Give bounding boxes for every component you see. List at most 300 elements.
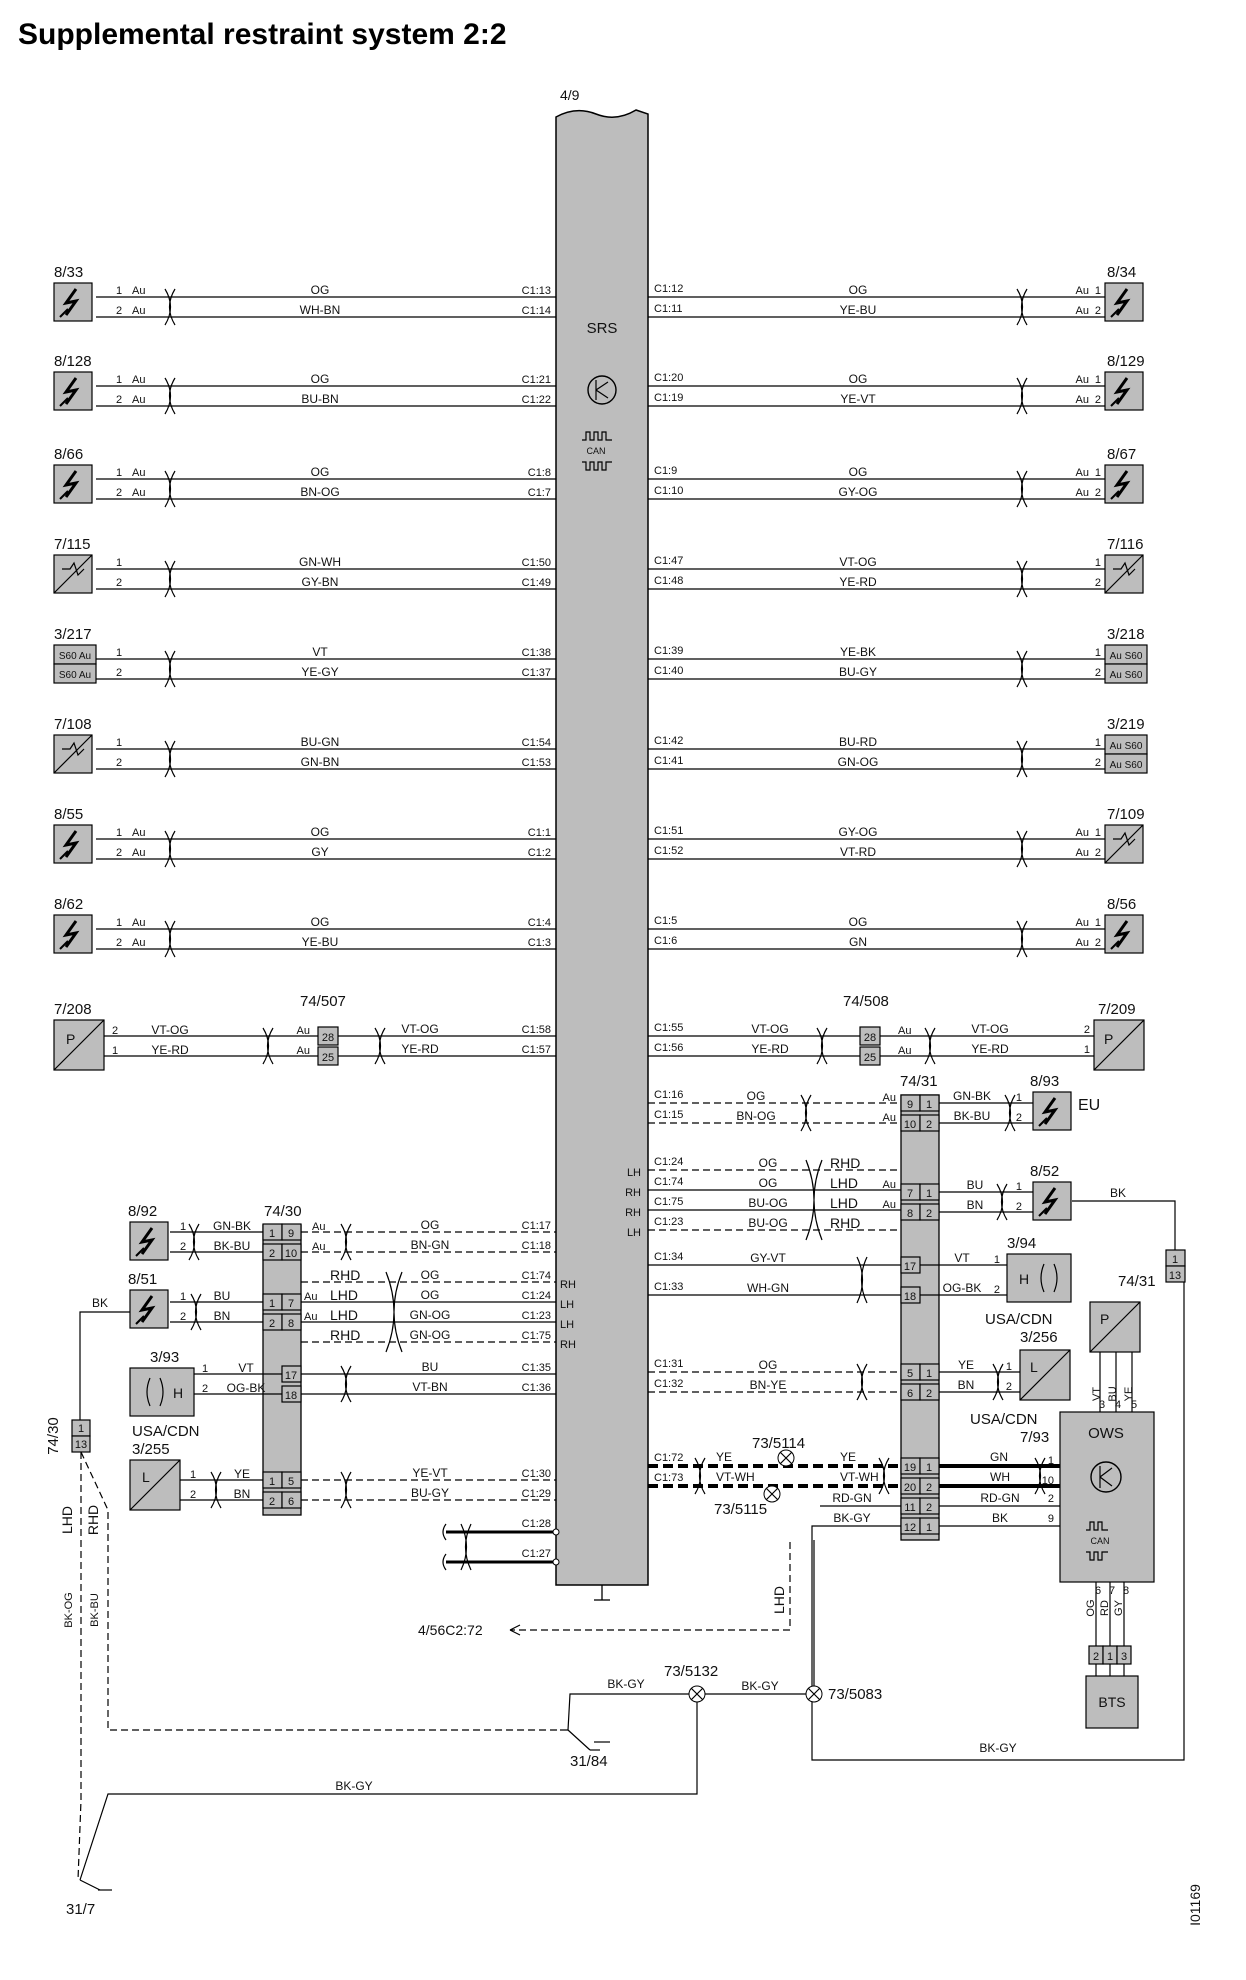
splice-id: 73/5114 xyxy=(752,1435,806,1452)
right-component-id: 3/218 xyxy=(1107,626,1145,643)
pin-number: 2 xyxy=(1015,1201,1022,1213)
ows-can-label: CAN xyxy=(1090,1536,1110,1546)
pin-terminal xyxy=(553,1529,559,1535)
wire-color: WH xyxy=(990,1470,1010,1484)
right-component-id: 7/109 xyxy=(1107,806,1145,823)
wire-color: BU-OG xyxy=(748,1196,788,1210)
pin-tag: Au xyxy=(296,1025,310,1037)
pin-number: 1 xyxy=(116,557,123,569)
wire-color: OG xyxy=(310,915,330,929)
side-label: RH xyxy=(625,1207,641,1219)
srs-pin: C1:3 xyxy=(527,937,551,949)
srs-pin: C1:19 xyxy=(654,392,684,404)
pin-number: 1 xyxy=(116,285,123,297)
pin-number: 1 xyxy=(116,737,123,749)
pin-tag: Au xyxy=(882,1199,896,1211)
connector-pin: 19 xyxy=(903,1462,917,1474)
wire-color: OG xyxy=(1085,1599,1097,1617)
buckle-switch-icon xyxy=(130,1368,194,1416)
pin-tag: Au xyxy=(132,917,146,929)
connector-pin: 18 xyxy=(903,1291,917,1303)
srs-pin: C1:72 xyxy=(654,1452,684,1464)
market-label: USA/CDN xyxy=(985,1311,1053,1328)
srs-pin: C1:6 xyxy=(654,935,678,947)
srs-pin: C1:73 xyxy=(654,1472,684,1484)
wire-color: OG xyxy=(848,372,868,386)
pin-tag: Au xyxy=(304,1311,318,1323)
pin-number: 2 xyxy=(1094,394,1101,406)
pin-number: 9 xyxy=(1047,1513,1054,1525)
wire-color: GY xyxy=(311,845,329,859)
connector-pin: 20 xyxy=(903,1482,917,1494)
side-label: LH xyxy=(560,1319,575,1331)
wire-color: OG xyxy=(420,1288,440,1302)
connector-pin: 10 xyxy=(284,1248,298,1260)
connector-tag: Au S60 xyxy=(1109,670,1143,681)
pin-number: 1 xyxy=(1094,827,1101,839)
pin-tag: Au xyxy=(296,1045,310,1057)
pin-tag: Au xyxy=(132,285,146,297)
srs-pin: C1:37 xyxy=(521,667,551,679)
wire-color: OG xyxy=(310,465,330,479)
ground-reference: 4/56C2:72 xyxy=(418,1622,483,1638)
srs-pin: C1:7 xyxy=(527,487,551,499)
component-id: 8/51 xyxy=(128,1271,158,1288)
connector-pin: 1 xyxy=(268,1476,276,1488)
srs-pin: C1:75 xyxy=(521,1330,551,1342)
connector-pin: 5 xyxy=(906,1368,914,1380)
wire-color: GN xyxy=(990,1450,1008,1464)
pin-number: 2 xyxy=(1094,757,1101,769)
component-id: 8/52 xyxy=(1030,1163,1060,1180)
connector-pin: 2 xyxy=(925,1119,933,1131)
connector-pin: 18 xyxy=(284,1390,298,1402)
pin-number: 2 xyxy=(1015,1112,1022,1124)
pin-number: 1 xyxy=(190,1469,197,1481)
ground-id: 31/84 xyxy=(570,1753,608,1770)
wire-color: GN xyxy=(849,935,867,949)
connector-tag: S60 Au xyxy=(58,670,92,681)
side-label: LH xyxy=(626,1167,641,1179)
pin-tag: Au xyxy=(132,305,146,317)
pin-number: 1 xyxy=(116,827,123,839)
connector-id: 74/30 xyxy=(264,1203,302,1220)
pin-tag: Au xyxy=(882,1179,896,1191)
wire-color: YE xyxy=(1123,1386,1135,1402)
pin-number: 1 xyxy=(1015,1092,1022,1104)
srs-pin: C1:9 xyxy=(654,465,678,477)
wire-color: YE-RD xyxy=(839,575,877,589)
wire-color: OG xyxy=(420,1268,440,1282)
wire-color: BU xyxy=(966,1178,984,1192)
srs-pin: C1:28 xyxy=(521,1518,551,1530)
pin-number: 4 xyxy=(1114,1399,1122,1411)
wire-color: YE-GY xyxy=(301,665,339,679)
connector-pin: 2 xyxy=(268,1496,276,1508)
connector-pin: 6 xyxy=(906,1388,914,1400)
wire-color: YE-VT xyxy=(840,392,876,406)
pin-number: 1 xyxy=(1015,1181,1022,1193)
pin-number: 1 xyxy=(1094,467,1101,479)
wire-color: GY xyxy=(1113,1600,1125,1616)
connector-pin: 10 xyxy=(903,1119,917,1131)
pin-tag: Au xyxy=(898,1025,912,1037)
twisted-pair-marker xyxy=(386,1272,402,1352)
wire-color: BK-BU xyxy=(213,1239,251,1253)
cable-end xyxy=(443,1524,446,1570)
wire-color: WH-BN xyxy=(299,303,341,317)
wire-color: YE xyxy=(233,1467,251,1481)
wire-color: YE-BU xyxy=(301,935,339,949)
srs-pin: C1:13 xyxy=(521,285,551,297)
wire-color: VT-OG xyxy=(839,555,877,569)
connector-pin: 1 xyxy=(77,1423,85,1435)
variant-label: RHD xyxy=(85,1504,101,1536)
page-title: Supplemental restraint system 2:2 xyxy=(18,18,507,51)
connector-pin: 3 xyxy=(1120,1651,1128,1663)
srs-pin: C1:10 xyxy=(654,485,684,497)
side-label: LH xyxy=(560,1299,575,1311)
variant-label: LHD xyxy=(330,1287,359,1303)
pressure-sensor-id: 7/208 xyxy=(54,1001,92,1018)
wire-color: YE-BK xyxy=(839,645,877,659)
connector-pin: 1 xyxy=(925,1522,933,1534)
connector-pin: 1 xyxy=(925,1188,933,1200)
pin-number: 5 xyxy=(1130,1399,1138,1411)
wire-color: YE-BU xyxy=(839,303,877,317)
wire-color: BK-BU xyxy=(89,1593,101,1627)
pressure-symbol: P xyxy=(66,1031,76,1047)
srs-pin: C1:18 xyxy=(521,1240,551,1252)
wire-color: BU-GY xyxy=(838,665,878,679)
pin-number: 8 xyxy=(1122,1585,1130,1597)
wire-color: BK-GY xyxy=(607,1677,645,1691)
left-component-id: 8/128 xyxy=(54,353,92,370)
pin-number: 2 xyxy=(180,1311,187,1323)
left-component-id: 8/55 xyxy=(54,806,84,823)
pin-number: 2 xyxy=(112,1025,119,1037)
pin-number: 1 xyxy=(1047,1455,1054,1467)
component-id: 3/256 xyxy=(1020,1329,1058,1346)
wire-color: BK-GY xyxy=(833,1511,871,1525)
connector-pin: 28 xyxy=(321,1032,335,1044)
wire-color: BU-OG xyxy=(748,1216,788,1230)
wire-color: VT-RD xyxy=(840,845,876,859)
connector-pin: 17 xyxy=(903,1261,917,1273)
bts-name: BTS xyxy=(1098,1694,1126,1710)
srs-pin: C1:2 xyxy=(527,847,551,859)
pin-tag: Au xyxy=(1075,847,1089,859)
wire xyxy=(1072,1201,1175,1250)
variant-label: LHD xyxy=(830,1175,859,1191)
srs-can-label: CAN xyxy=(586,446,606,456)
srs-pin: C1:53 xyxy=(521,757,551,769)
srs-pin: C1:4 xyxy=(527,917,551,929)
sensor-symbol: L xyxy=(1030,1359,1038,1375)
connector-pin: 17 xyxy=(284,1370,298,1382)
twisted-pair-marker xyxy=(806,1160,822,1240)
pin-number: 1 xyxy=(1094,737,1101,749)
pin-number: 1 xyxy=(993,1254,1000,1266)
wire-color: OG xyxy=(848,283,868,297)
wire-color: BK xyxy=(91,1296,109,1310)
connector-pin: 6 xyxy=(287,1496,295,1508)
pin-tag: Au xyxy=(1075,937,1089,949)
wire-color: BK-BU xyxy=(953,1109,991,1123)
wire-color: WH-GN xyxy=(747,1281,789,1295)
switch-symbol: H xyxy=(1018,1271,1030,1287)
connector-id: 74/30 xyxy=(45,1417,62,1455)
wire-color: OG xyxy=(848,465,868,479)
srs-pin: C1:54 xyxy=(521,737,551,749)
connector-tag: Au S60 xyxy=(1109,760,1143,771)
pressure-symbol: P xyxy=(1100,1311,1110,1327)
wire-color: OG xyxy=(758,1358,778,1372)
wire-color: YE-VT xyxy=(412,1466,448,1480)
srs-pin: C1:55 xyxy=(654,1022,684,1034)
pin-tag: Au xyxy=(1075,374,1089,386)
wire-color: GN-BK xyxy=(952,1089,992,1103)
pin-number: 2 xyxy=(116,305,123,317)
left-component-id: 8/33 xyxy=(54,264,84,281)
wire-color: BN xyxy=(233,1487,251,1501)
pin-number: 2 xyxy=(1094,305,1101,317)
right-component-id: 8/129 xyxy=(1107,353,1145,370)
pressure-sensor-id: 7/209 xyxy=(1098,1001,1136,1018)
wire-color: BK-GY xyxy=(335,1779,373,1793)
pin-number: 2 xyxy=(116,487,123,499)
srs-pin: C1:21 xyxy=(521,374,551,386)
switch-symbol: H xyxy=(172,1385,184,1401)
srs-pin: C1:40 xyxy=(654,665,684,677)
connector-pin: 13 xyxy=(1168,1270,1182,1282)
component-id: 3/94 xyxy=(1007,1235,1037,1252)
splice-id: 73/5115 xyxy=(714,1501,768,1518)
connector-pin: 2 xyxy=(268,1248,276,1260)
wire-color: YE xyxy=(957,1358,975,1372)
wire-color: OG xyxy=(310,283,330,297)
wire-color: OG-BK xyxy=(226,1381,266,1395)
ows-name: OWS xyxy=(1088,1425,1124,1442)
pin-number: 2 xyxy=(1005,1381,1012,1393)
srs-pin: C1:11 xyxy=(654,303,683,315)
pin-tag: Au xyxy=(132,847,146,859)
wire-color: GN-BK xyxy=(212,1219,252,1233)
srs-pin: C1:17 xyxy=(521,1220,551,1232)
pin-tag: Au xyxy=(304,1291,318,1303)
srs-pin: C1:42 xyxy=(654,735,684,747)
pin-number: 2 xyxy=(116,847,123,859)
srs-pin: C1:47 xyxy=(654,555,684,567)
pin-tag: Au xyxy=(132,394,146,406)
pin-number: 2 xyxy=(993,1284,1000,1296)
wire-color: BU xyxy=(1107,1386,1119,1402)
wire xyxy=(78,1452,81,1880)
component-id: 3/255 xyxy=(132,1441,170,1458)
connector-id: 74/31 xyxy=(900,1073,938,1090)
pin-number: 1 xyxy=(1083,1044,1090,1056)
side-label: RH xyxy=(625,1187,641,1199)
wire-color: BU-GN xyxy=(300,735,340,749)
connector-pin: 1 xyxy=(1171,1254,1179,1266)
connector-id: 74/31 xyxy=(1118,1273,1156,1290)
wire-color: OG xyxy=(758,1156,778,1170)
wire xyxy=(80,1702,697,1880)
variant-label: LHD xyxy=(330,1307,359,1323)
pin-number: 2 xyxy=(1094,577,1101,589)
srs-pin: C1:52 xyxy=(654,845,684,857)
srs-pin: C1:35 xyxy=(521,1362,551,1374)
connector-pin: 1 xyxy=(925,1462,933,1474)
pin-number: 1 xyxy=(116,467,123,479)
wire-color: OG xyxy=(310,825,330,839)
wire-color: BK xyxy=(991,1511,1009,1525)
srs-pin: C1:31 xyxy=(654,1358,684,1370)
wire-color: VT-BN xyxy=(412,1380,448,1394)
srs-pin: C1:24 xyxy=(521,1290,551,1302)
connector-pin: 11 xyxy=(904,1502,916,1514)
right-component-id: 8/56 xyxy=(1107,896,1137,913)
connector-pin: 2 xyxy=(925,1502,933,1514)
sensor-symbol: L xyxy=(142,1469,150,1485)
connector-id: 74/507 xyxy=(300,993,346,1010)
connector-pin: 1 xyxy=(925,1368,933,1380)
wire-color: BN-YE xyxy=(749,1378,787,1392)
wire-color: GY-BN xyxy=(301,575,339,589)
ground-id: 31/7 xyxy=(66,1901,96,1918)
right-component-id: 8/34 xyxy=(1107,264,1137,281)
srs-pin: C1:41 xyxy=(654,755,684,767)
pin-tag: Au xyxy=(1075,285,1089,297)
connector-tag: S60 Au xyxy=(58,651,92,662)
connector-pin: 5 xyxy=(287,1476,295,1488)
wire-color: BN xyxy=(213,1309,231,1323)
pin-number: 3 xyxy=(1098,1399,1106,1411)
connector-pin: 2 xyxy=(925,1208,933,1220)
side-label: RH xyxy=(560,1339,576,1351)
srs-pin: C1:74 xyxy=(654,1176,684,1188)
component-id: 7/93 xyxy=(1020,1429,1050,1446)
market-label: USA/CDN xyxy=(132,1423,200,1440)
connector-tag: Au S60 xyxy=(1109,651,1143,662)
connector-tag: Au S60 xyxy=(1109,741,1143,752)
wire-color: OG xyxy=(746,1089,766,1103)
pin-number: 1 xyxy=(180,1291,187,1303)
wire-color: RD xyxy=(1099,1600,1111,1616)
srs-pin: C1:36 xyxy=(521,1382,551,1394)
srs-pin: C1:27 xyxy=(521,1548,551,1560)
pin-number: 2 xyxy=(116,577,123,589)
pin-tag: Au xyxy=(132,937,146,949)
splice-id: 73/5083 xyxy=(828,1686,883,1703)
connector-pin: 1 xyxy=(268,1228,276,1240)
pin-number: 10 xyxy=(1041,1475,1054,1487)
connector-pin: 1 xyxy=(268,1298,276,1310)
pin-number: 2 xyxy=(180,1241,187,1253)
srs-pin: C1:8 xyxy=(527,467,551,479)
pin-number: 1 xyxy=(1094,557,1101,569)
pin-number: 2 xyxy=(190,1489,197,1501)
wire-color: GY-OG xyxy=(838,485,878,499)
pin-tag: Au xyxy=(312,1241,326,1253)
wire-color: YE-RD xyxy=(751,1042,789,1056)
srs-pin: C1:48 xyxy=(654,575,684,587)
connector-pin: 1 xyxy=(1106,1651,1114,1663)
left-component-id: 8/66 xyxy=(54,446,84,463)
srs-pin: C1:30 xyxy=(521,1468,551,1480)
connector-pin: 2 xyxy=(1092,1651,1100,1663)
wire-color: GN-OG xyxy=(409,1308,451,1322)
pin-number: 1 xyxy=(180,1221,187,1233)
wire-color: BU-RD xyxy=(839,735,877,749)
figure-id: I01169 xyxy=(1187,1884,1203,1926)
wire-color: VT-OG xyxy=(971,1022,1009,1036)
left-component-id: 3/217 xyxy=(54,626,92,643)
wire-color: BU xyxy=(421,1360,439,1374)
pin-number: 1 xyxy=(112,1045,119,1057)
wire-color: YE-RD xyxy=(971,1042,1009,1056)
pin-number: 1 xyxy=(202,1363,209,1375)
wire-color: VT-OG xyxy=(751,1022,789,1036)
wire-color: BU xyxy=(213,1289,231,1303)
wire xyxy=(80,1312,130,1420)
variant-label: RHD xyxy=(330,1327,361,1343)
pin-number: 2 xyxy=(1094,487,1101,499)
srs-pin: C1:1 xyxy=(527,827,551,839)
wire-color: OG xyxy=(310,372,330,386)
pin-number: 1 xyxy=(1094,917,1101,929)
wire-color: GN-OG xyxy=(409,1328,451,1342)
wire-color: OG-BK xyxy=(942,1281,982,1295)
wire-color: VT-WH xyxy=(840,1470,879,1484)
pin-number: 1 xyxy=(116,647,123,659)
srs-pin: C1:50 xyxy=(521,557,551,569)
srs-pin: C1:39 xyxy=(654,645,684,657)
pin-tag: Au xyxy=(1075,917,1089,929)
connector-pin: 2 xyxy=(925,1482,933,1494)
wire-color: YE-RD xyxy=(151,1043,189,1057)
pin-number: 1 xyxy=(1094,374,1101,386)
pin-tag: Au xyxy=(898,1045,912,1057)
wire-color: OG xyxy=(420,1218,440,1232)
pin-tag: Au xyxy=(132,487,146,499)
pin-number: 2 xyxy=(1094,667,1101,679)
connector-pin: 25 xyxy=(863,1052,877,1064)
variant-label: LHD xyxy=(771,1585,787,1615)
wire xyxy=(568,1730,590,1750)
wire-color: BN-OG xyxy=(736,1109,776,1123)
right-component-id: 7/116 xyxy=(1107,536,1144,553)
pin-terminal xyxy=(553,1559,559,1565)
connector-pin: 25 xyxy=(321,1052,335,1064)
pin-number: 1 xyxy=(1094,285,1101,297)
srs-pin: C1:29 xyxy=(521,1488,551,1500)
srs-pin: C1:20 xyxy=(654,372,684,384)
wire xyxy=(80,1880,100,1890)
srs-module-name: SRS xyxy=(586,320,618,337)
wire-color: BN-GN xyxy=(410,1238,450,1252)
srs-module-id: 4/9 xyxy=(560,87,580,103)
wire-color: BK-GY xyxy=(741,1679,779,1693)
variant-label: LHD xyxy=(830,1195,859,1211)
srs-pin: C1:24 xyxy=(654,1156,684,1168)
market-label: USA/CDN xyxy=(970,1411,1038,1428)
component-id: 8/92 xyxy=(128,1203,158,1220)
variant-label: RHD xyxy=(830,1155,861,1171)
market-label: EU xyxy=(1078,1097,1101,1114)
connector-id: 74/508 xyxy=(843,993,889,1010)
wire-color: BK-GY xyxy=(979,1741,1017,1755)
